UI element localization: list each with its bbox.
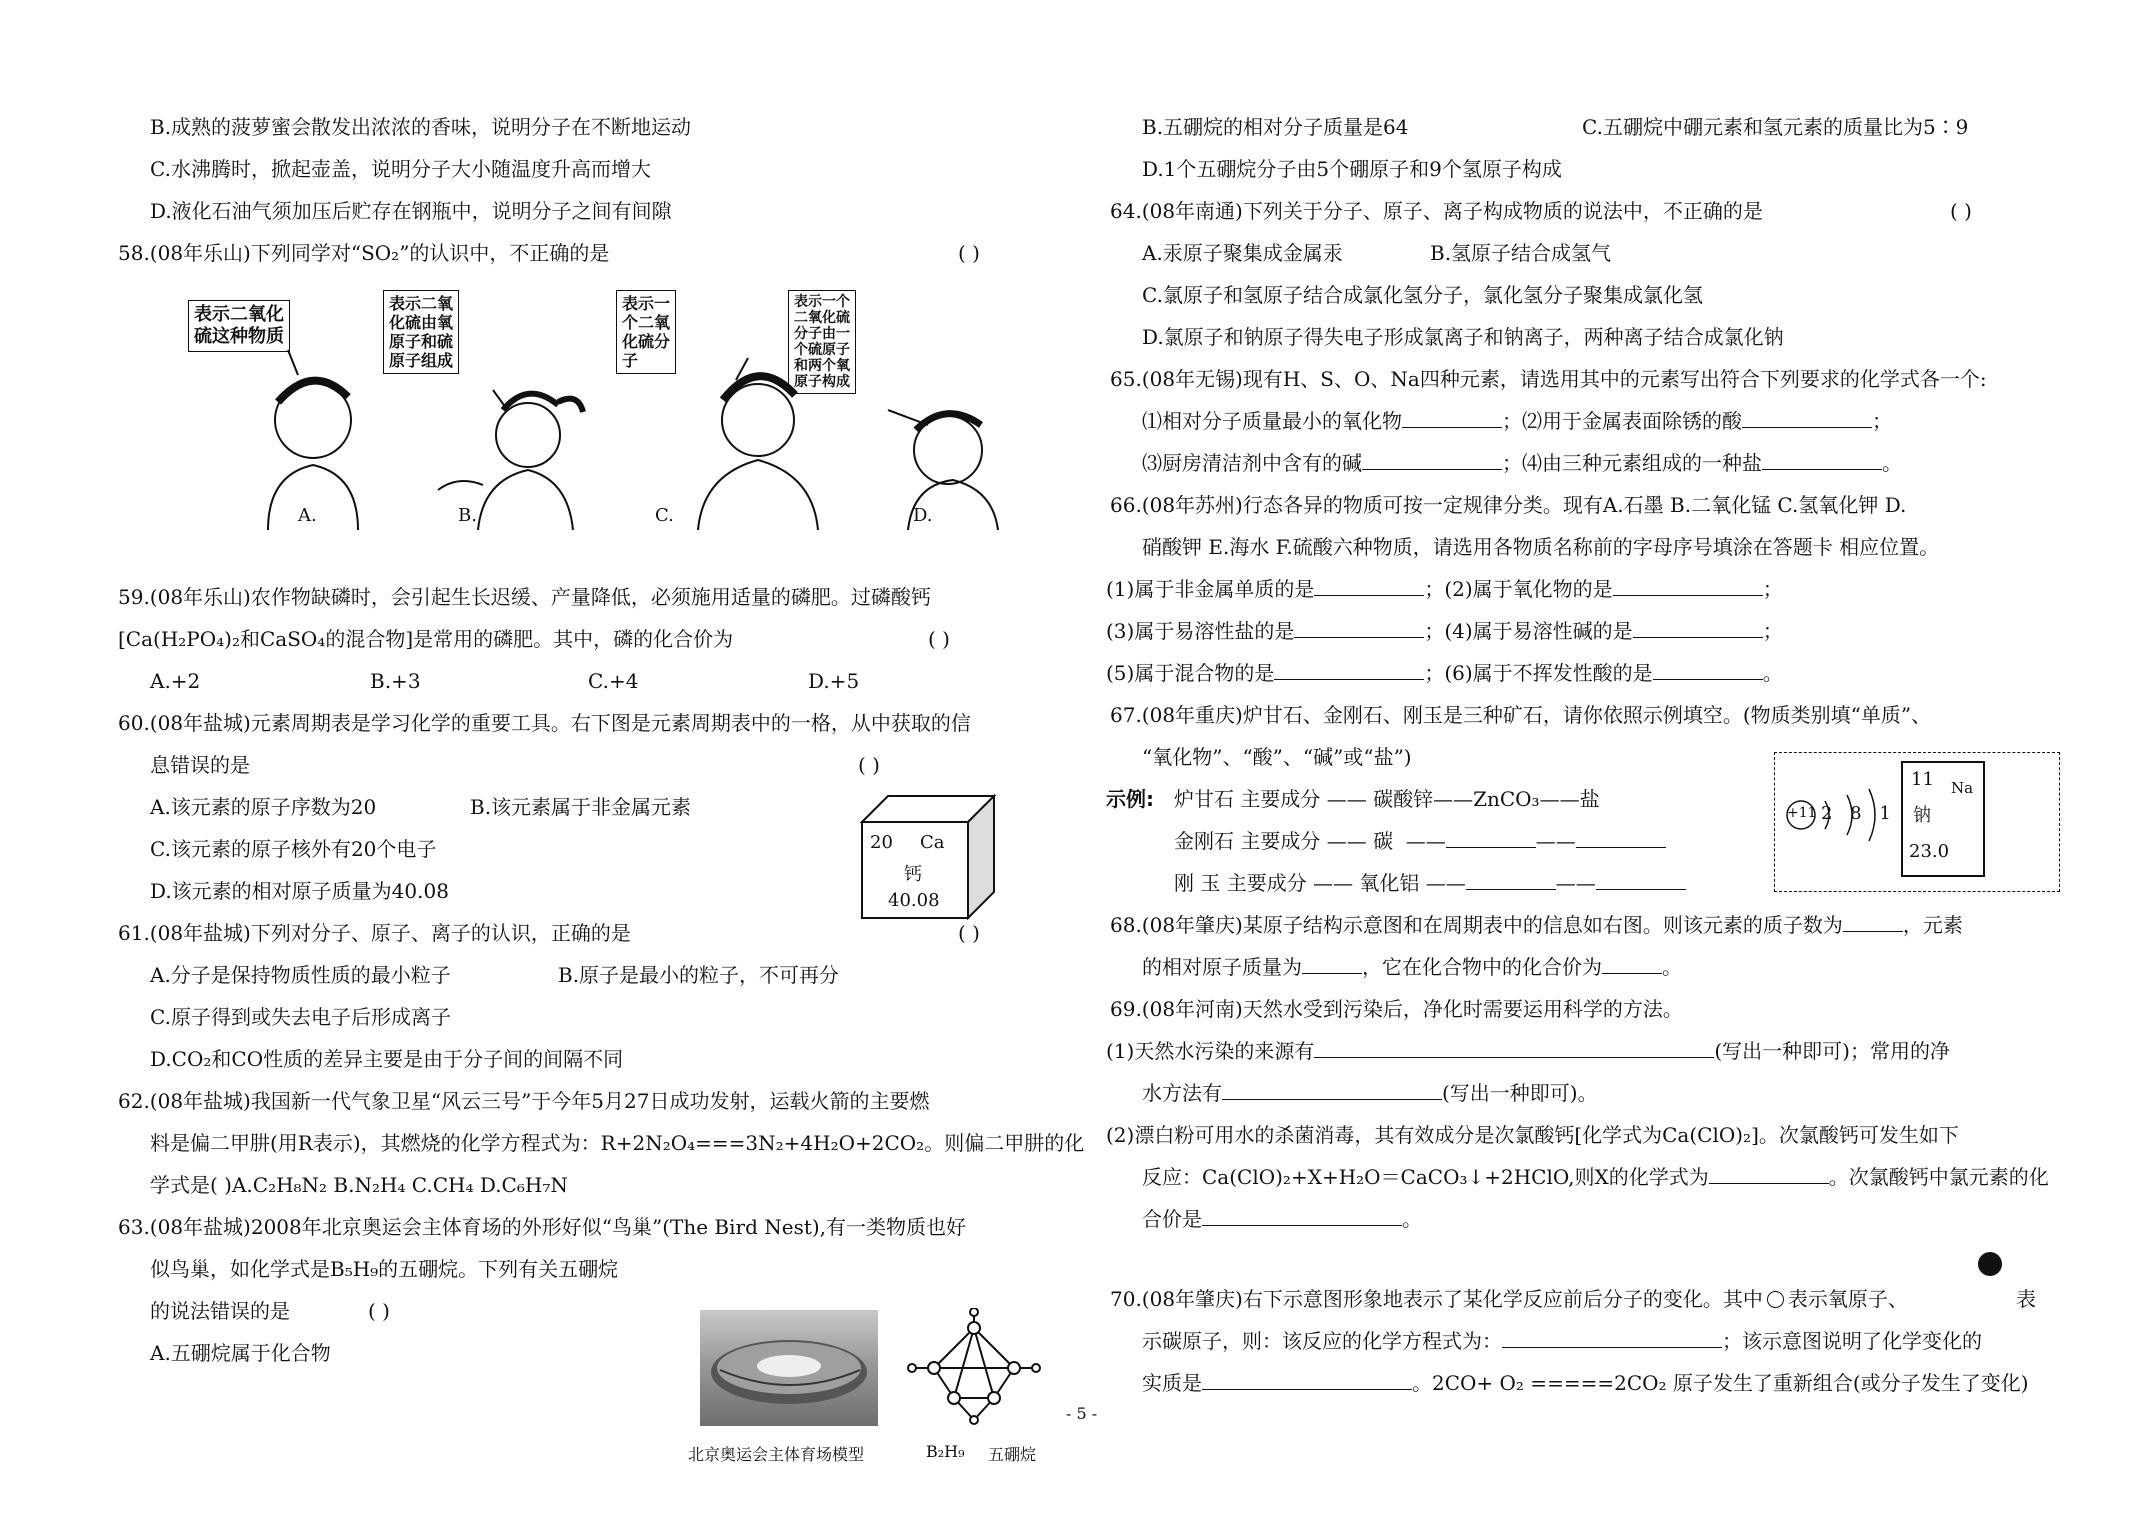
label-c: C. [655, 505, 674, 526]
q69-text-4: (写出一种即可)。 [1442, 1081, 1598, 1105]
q61-option-c: C.原子得到或失去电子后形成离子 [150, 1005, 451, 1029]
q60-option-a: A.该元素的原子序数为20 [150, 795, 377, 819]
q63-stem-2: 似鸟巢，如化学式是B₅H₉的五硼烷。下列有关五硼烷 [150, 1257, 619, 1281]
sodium-shells: 2 8 1 [1821, 803, 1897, 824]
q61-stem: 61.(08年盐城)下列对分子、原子、离子的认识，正确的是 [118, 921, 631, 945]
q61-option-d: D.CO₂和CO性质的差异主要是由于分子间的间隔不同 [150, 1047, 624, 1071]
q63-option-a: A.五硼烷属于化合物 [150, 1341, 331, 1365]
q68-text-4: ，它在化合物中的化合价为 [1362, 955, 1602, 979]
q63-option-d: D.1个五硼烷分子由5个硼原子和9个氢原子构成 [1142, 157, 1562, 181]
q68-blank-2[interactable] [1302, 953, 1362, 974]
q60-stem-2: 息错误的是 [150, 753, 250, 777]
q69-part2-line3: 合价是 。 [1142, 1207, 1422, 1231]
sodium-nucleus: +11 [1787, 805, 1817, 821]
stadium-caption: 北京奥运会主体育场模型 [688, 1445, 865, 1464]
q63-option-c: C.五硼烷中硼元素和氢元素的质量比为5∶9 [1582, 115, 1969, 139]
q65-stem: 65.(08年无锡)现有H、S、O、Na四种元素，请选用其中的元素写出符合下列要求的化学式各一个: [1110, 367, 1987, 391]
q68-text-1: 68.(08年肇庆)某原子结构示意图和在周期表中的信息如右图。则该元素的质子数为 [1110, 913, 1843, 937]
bubble-a: 表示二氧化 硫这种物质 [188, 300, 290, 352]
q63-stem-3: 的说法错误的是 [150, 1299, 290, 1323]
q65-part4-text: ；⑷由三种元素组成的一种盐 [1502, 451, 1762, 475]
q67-corundum-text: 刚 玉 主要成分 —— 氧化铝 [1174, 871, 1420, 895]
stadium-shape [700, 1310, 878, 1426]
q65-blank-1[interactable] [1402, 407, 1502, 428]
q67-blank-2[interactable] [1576, 827, 1666, 848]
q59-option-d: D.+5 [808, 669, 860, 693]
q58-cartoon [188, 290, 1038, 540]
q70-blank-1[interactable] [1502, 1327, 1722, 1348]
q63-stem-1: 63.(08年盐城)2008年北京奥运会主体育场的外形好似“鸟巢”(The Bird Nest),有一类物质也好 [118, 1215, 967, 1239]
q65-part3-text: ⑶厨房清洁剂中含有的碱 [1142, 451, 1362, 475]
q66-item-5: (5)属于混合物的是 [1106, 661, 1275, 685]
sodium-number: 11 [1911, 769, 1934, 790]
sodium-name: 钠 [1913, 805, 1931, 826]
q64-option-d: D.氯原子和钠原子得失电子形成氯离子和钠离子，两种离子结合成氯化钠 [1142, 325, 1784, 349]
q59-stem-2: [Ca(H₂PO₄)₂和CaSO₄的混合物]是常用的磷肥。其中，磷的化合价为 [118, 627, 734, 651]
q59-stem-1: 59.(08年乐山)农作物缺磷时，会引起生长迟缓、产量降低，必须施用适量的磷肥。过磷酸钙 [118, 585, 931, 609]
q69-blank-4[interactable] [1202, 1205, 1402, 1226]
q61-answer-paren: ( ) [958, 921, 980, 945]
q70-line-2 [1142, 1326, 1982, 1356]
q67-diamond-text: 金刚石 主要成分 —— 碳 [1174, 829, 1394, 853]
q69-part2-line1: (2)漂白粉可用水的杀菌消毒，其有效成分是次氯酸钙[化学式为Ca(ClO)₂]。次氯酸钙可发生如下 [1106, 1123, 1959, 1147]
q69-text-3: 水方法有 [1142, 1081, 1222, 1105]
q66-row-3: (5)属于混合物的是 ；(6)属于不挥发性酸的是 。 [1106, 661, 1783, 685]
q65-part1: ⑴相对分子质量最小的氧化物 ；⑵用于金属表面除锈的酸 ； [1142, 409, 1892, 433]
q70-text-5: ；该示意图说明了化学变化的 [1722, 1329, 1982, 1353]
q67-blank-3[interactable] [1466, 869, 1556, 890]
q69-blank-2[interactable] [1222, 1079, 1442, 1100]
page-number: - 5 - [1066, 1404, 1098, 1423]
students-drawing [188, 290, 1038, 540]
q66-row-1: (1)属于非金属单质的是 ；(2)属于氧化物的是 ； [1106, 577, 1783, 601]
q66-item-4: ；(4)属于易溶性碱的是 [1424, 619, 1633, 643]
q60-answer-paren: ( ) [858, 753, 880, 777]
q65-blank-4[interactable] [1762, 449, 1882, 470]
q57-option-c: C.水沸腾时，掀起壶盖，说明分子大小随温度升高而增大 [150, 157, 651, 181]
q70-line-1 [1110, 1284, 1908, 1314]
stadium-model-photo [700, 1310, 878, 1426]
label-a: A. [298, 505, 317, 526]
q60-option-b: B.该元素属于非金属元素 [470, 795, 692, 819]
q70-text-6: 实质是 [1142, 1371, 1202, 1395]
q63-option-b: B.五硼烷的相对分子质量是64 [1142, 115, 1409, 139]
q67-corundum-row: 刚 玉 主要成分 —— 氧化铝 —— —— [1174, 868, 1686, 898]
q66-blank-5[interactable] [1274, 659, 1424, 680]
q69-text-2: (写出一种即可)；常用的净 [1714, 1039, 1950, 1063]
q58-stem: 58.(08年乐山)下列同学对“SO₂”的认识中，不正确的是 [118, 241, 610, 265]
q70-blank-2[interactable] [1202, 1369, 1412, 1390]
calcium-mass: 40.08 [888, 890, 940, 911]
q69-text-1: (1)天然水污染的来源有 [1106, 1039, 1315, 1063]
q69-blank-3[interactable] [1709, 1163, 1829, 1184]
q60-option-c: C.该元素的原子核外有20个电子 [150, 837, 437, 861]
q66-item-2: ；(2)属于氧化物的是 [1424, 577, 1613, 601]
q66-blank-4[interactable] [1633, 617, 1763, 638]
bubble-d: 表示一个 二氧化硫 分子由一 个硫原子 和两个氧 原子构成 [788, 290, 856, 394]
pentaborane-name-caption: 五硼烷 [988, 1445, 1037, 1464]
q66-item-3: (3)属于易溶性盐的是 [1106, 619, 1295, 643]
q67-example-label: 示例: [1106, 787, 1154, 811]
label-b: B. [458, 505, 477, 526]
sodium-symbol: Na [1951, 779, 1974, 797]
carbon-atom-icon [1978, 1252, 2002, 1276]
q59-answer-paren: ( ) [928, 627, 950, 651]
q70-text-2: 表示氧原子、 [1787, 1287, 1908, 1311]
q58-answer-paren: ( ) [958, 241, 980, 265]
oxygen-atom-icon [1767, 1291, 1784, 1308]
q66-item-6: ；(6)属于不挥发性酸的是 [1424, 661, 1653, 685]
q64-option-c: C.氯原子和氢原子结合成氯化氢分子，氯化氢分子聚集成氯化氢 [1142, 283, 1703, 307]
q66-blank-2[interactable] [1613, 575, 1763, 596]
q68-text-2: ，元素 [1902, 913, 1963, 937]
q69-text-5: 反应：Ca(ClO)₂+X+H₂O＝CaCO₃↓+2HClO,则X的化学式为 [1142, 1165, 1709, 1189]
q65-part3: ⑶厨房清洁剂中含有的碱 ；⑷由三种元素组成的一种盐 。 [1142, 451, 1902, 475]
q64-stem: 64.(08年南通)下列关于分子、原子、离子构成物质的说法中，不正确的是 [1110, 199, 1763, 223]
q70-answer: 。2CO+ O₂ =====2CO₂ 原子发生了重新组合(或分子发生了变化) [1412, 1371, 2029, 1395]
q68-line-1 [1110, 910, 1963, 940]
q69-blank-1[interactable] [1314, 1037, 1714, 1058]
q66-stem-1: 66.(08年苏州)行态各异的物质可按一定规律分类。现有A.石墨 B.二氧化锰 C.氢氧化钾 D. [1110, 493, 1907, 517]
q62-stem-3: 学式是( )A.C₂H₈N₂ B.N₂H₄ C.CH₄ D.C₆H₇N [150, 1173, 568, 1197]
q67-stem-1: 67.(08年重庆)炉甘石、金刚石、刚玉是三种矿石，请你依照示例填空。(物质类别填“单质”、 [1110, 703, 1932, 727]
q68-blank-1[interactable] [1843, 911, 1903, 932]
q68-blank-3[interactable] [1602, 953, 1662, 974]
q59-option-c: C.+4 [588, 669, 639, 693]
q67-blank-4[interactable] [1596, 869, 1686, 890]
q69-stem: 69.(08年河南)天然水受到污染后，净化时需要运用科学的方法。 [1110, 997, 1683, 1021]
calcium-element-card [858, 792, 998, 920]
q70-text-1: 70.(08年肇庆)右下示意图形象地表示了某化学反应前后分子的变化。其中 [1110, 1287, 1763, 1311]
q66-item-1: (1)属于非金属单质的是 [1106, 577, 1315, 601]
q59-option-a: A.+2 [150, 669, 201, 693]
q69-part2-line2 [1142, 1162, 2049, 1192]
q66-blank-1[interactable] [1314, 575, 1424, 596]
q64-option-b: B.氢原子结合成氢气 [1430, 241, 1612, 265]
q60-option-d: D.该元素的相对原子质量为40.08 [150, 879, 449, 903]
q70-text-4: 示碳原子，则：该反应的化学方程式为： [1142, 1329, 1502, 1353]
q66-blank-6[interactable] [1653, 659, 1763, 680]
q68-line-2: 的相对原子质量为 ，它在化合物中的化合价为 。 [1142, 955, 1682, 979]
q62-stem-1: 62.(08年盐城)我国新一代气象卫星“风云三号”于今年5月27日成功发射，运载火箭的主要燃 [118, 1089, 930, 1113]
q63-answer-paren: ( ) [368, 1299, 390, 1323]
q65-blank-3[interactable] [1362, 449, 1502, 470]
sodium-mass: 23.0 [1909, 841, 1950, 862]
pentaborane-structure [904, 1308, 1044, 1438]
q67-stem-2: “氧化物”、“酸”、“碱”或“盐”) [1142, 745, 1412, 769]
q64-option-a: A.汞原子聚集成金属汞 [1142, 241, 1343, 265]
q57-option-d: D.液化石油气须加压后贮存在钢瓶中，说明分子之间有间隙 [150, 199, 672, 223]
sodium-diagram [1774, 752, 2060, 892]
q65-part2-text: ；⑵用于金属表面除锈的酸 [1502, 409, 1742, 433]
q68-text-3: 的相对原子质量为 [1142, 955, 1302, 979]
q62-stem-2: 料是偏二甲肼(用R表示)，其燃烧的化学方程式为：R+2N₂O₄===3N₂+4H₂O+2CO₂。则偏二甲肼的化 [150, 1131, 1085, 1155]
q60-stem-1: 60.(08年盐城)元素周期表是学习化学的重要工具。右下图是元素周期表中的一格，从中获取的信 [118, 711, 971, 735]
q66-stem-2: 硝酸钾 E.海水 F.硫酸六种物质，请选用各物质名称前的字母序号填涂在答题卡 相应位置。 [1142, 535, 1940, 559]
q64-answer-paren: ( ) [1950, 199, 1972, 223]
q69-text-7: 合价是 [1142, 1207, 1202, 1231]
q69-part1-line2 [1142, 1078, 1598, 1108]
q66-row-2: (3)属于易溶性盐的是 ；(4)属于易溶性碱的是 ； [1106, 619, 1783, 643]
bubble-c: 表示一 个二氧 化硫分 子 [616, 290, 676, 374]
q61-option-a: A.分子是保持物质性质的最小粒子 [150, 963, 451, 987]
q59-option-b: B.+3 [370, 669, 421, 693]
q57-option-b: B.成熟的菠萝蜜会散发出浓浓的香味，说明分子在不断地运动 [150, 115, 692, 139]
q70-text-3: 表 [2016, 1287, 2036, 1311]
q65-part1-text: ⑴相对分子质量最小的氧化物 [1142, 409, 1402, 433]
label-d: D. [913, 505, 933, 526]
q67-diamond-row: 金刚石 主要成分 —— 碳 —— —— [1174, 826, 1666, 856]
calcium-number: 20 [870, 832, 893, 853]
q69-text-6: 。次氯酸钙中氯元素的化 [1828, 1165, 2049, 1189]
q69-part1-line1 [1106, 1036, 1950, 1066]
q67-example: 炉甘石 主要成分 —— 碳酸锌——ZnCO₃——盐 [1174, 787, 1600, 811]
pentaborane-formula-caption: B₂H₉ [926, 1442, 965, 1461]
bubble-b: 表示二氧 化硫由氧 原子和硫 原子组成 [383, 290, 459, 374]
q61-option-b: B.原子是最小的粒子，不可再分 [558, 963, 840, 987]
q66-blank-3[interactable] [1294, 617, 1424, 638]
q67-blank-1[interactable] [1446, 827, 1536, 848]
calcium-name: 钙 [904, 864, 922, 885]
q70-line-3 [1142, 1368, 2029, 1398]
q65-blank-2[interactable] [1742, 407, 1872, 428]
calcium-symbol: Ca [920, 832, 945, 853]
